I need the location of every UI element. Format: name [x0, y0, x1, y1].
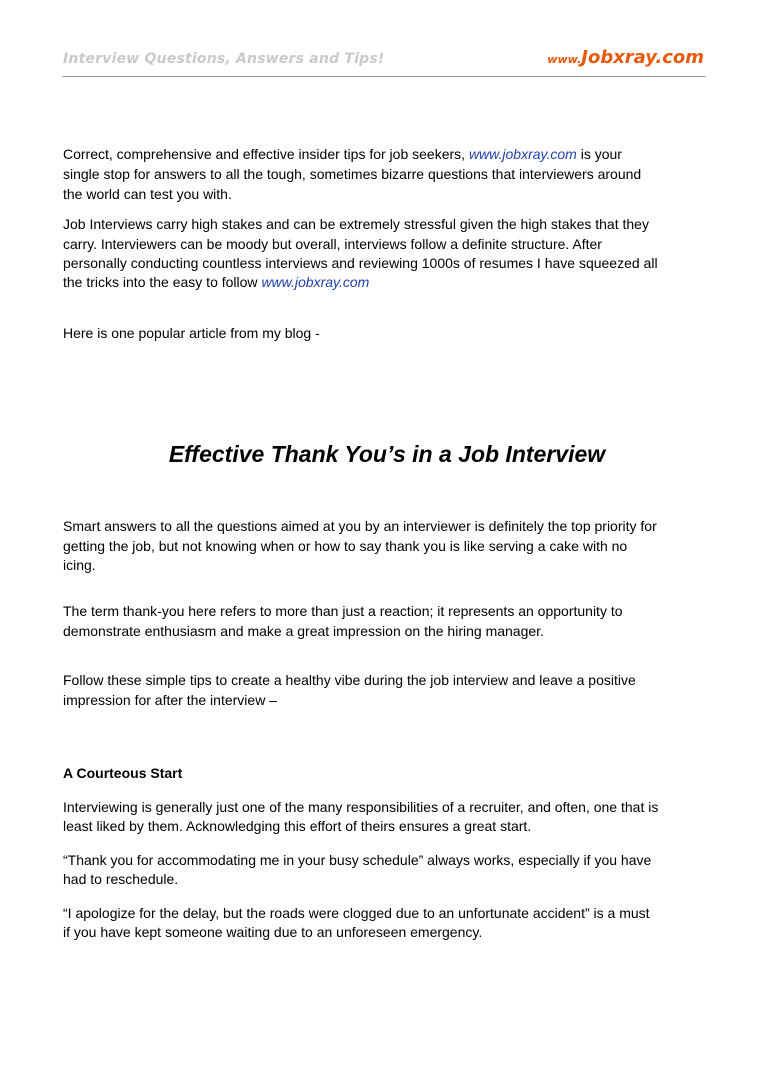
header-site-link[interactable] [547, 47, 704, 68]
article-paragraph-1-line-2: getting the job, but not knowing when or how to say thank you is like serving a cake with no [63, 538, 628, 554]
jobxray-link[interactable]: www.jobxray.com [261, 274, 370, 290]
intro-paragraph-2-line-3: personally conducting countless interviews and reviewing 1000s of resumes I have squeezed all [63, 255, 658, 271]
intro-paragraph-2-line-1: Job Interviews carry high stakes and can be extremely stressful given the high stakes that they [63, 216, 649, 232]
article-paragraph-2-line-2: demonstrate enthusiasm and make a great impression on the hiring manager. [63, 623, 544, 639]
article-paragraph-3-line-1: Follow these simple tips to create a healthy vibe during the job interview and leave a positive [63, 672, 636, 688]
intro-paragraph-2-line-4 [63, 272, 711, 292]
intro-paragraph-1-line-2: single stop for answers to all the tough, sometimes bizarre questions that interviewers around [63, 166, 642, 182]
section-paragraph-2-line-2: had to reschedule. [63, 871, 179, 887]
article-paragraph-1-line-3: icing. [63, 557, 96, 573]
article-paragraph-2-line-1: The term thank-you here refers to more than just a reaction; it represents an opportunity to [63, 603, 623, 619]
intro-text: Correct, comprehensive and effective insider tips for job seekers, [63, 146, 469, 162]
section-paragraph-2-line-1: “Thank you for accommodating me in your busy schedule” always works, especially if you have [63, 852, 652, 868]
intro-paragraph-2-line-2: carry. Interviewers can be moody but overall, interviews follow a definite structure. After [63, 236, 602, 252]
header-site-brand: Jobxray.com [581, 47, 704, 68]
intro-paragraph-1-line-3: the world can test you with. [63, 186, 232, 202]
header-site-prefix: www. [547, 53, 582, 66]
section-paragraph-1-line-2: least liked by them. Acknowledging this effort of theirs ensures a great start. [63, 818, 532, 834]
article-paragraph-3-line-2: impression for after the interview – [63, 692, 277, 708]
section-heading: A Courteous Start [63, 765, 183, 781]
header-tagline: Interview Questions, Answers and Tips! [63, 51, 385, 67]
article-title: Effective Thank You’s in a Job Interview [168, 441, 606, 467]
article-paragraph-1-line-1: Smart answers to all the questions aimed at you by an interviewer is definitely the top priority for [63, 518, 657, 534]
section-paragraph-1-line-1: Interviewing is generally just one of the many responsibilities of a recruiter, and often, one that is [63, 799, 659, 815]
intro-text: is your [576, 146, 622, 162]
intro-text: the tricks into the easy to follow [63, 274, 262, 290]
page-header [62, 46, 706, 77]
section-paragraph-3-line-2: if you have kept someone waiting due to an unforeseen emergency. [63, 924, 483, 940]
jobxray-link[interactable]: www.jobxray.com [468, 146, 577, 162]
section-paragraph-3-line-1: “I apologize for the delay, but the roads were clogged due to an unfortunate accident” is a must [63, 905, 650, 921]
intro-paragraph-3: Here is one popular article from my blog - [63, 325, 320, 341]
intro-paragraph-1-line-1 [63, 144, 711, 164]
